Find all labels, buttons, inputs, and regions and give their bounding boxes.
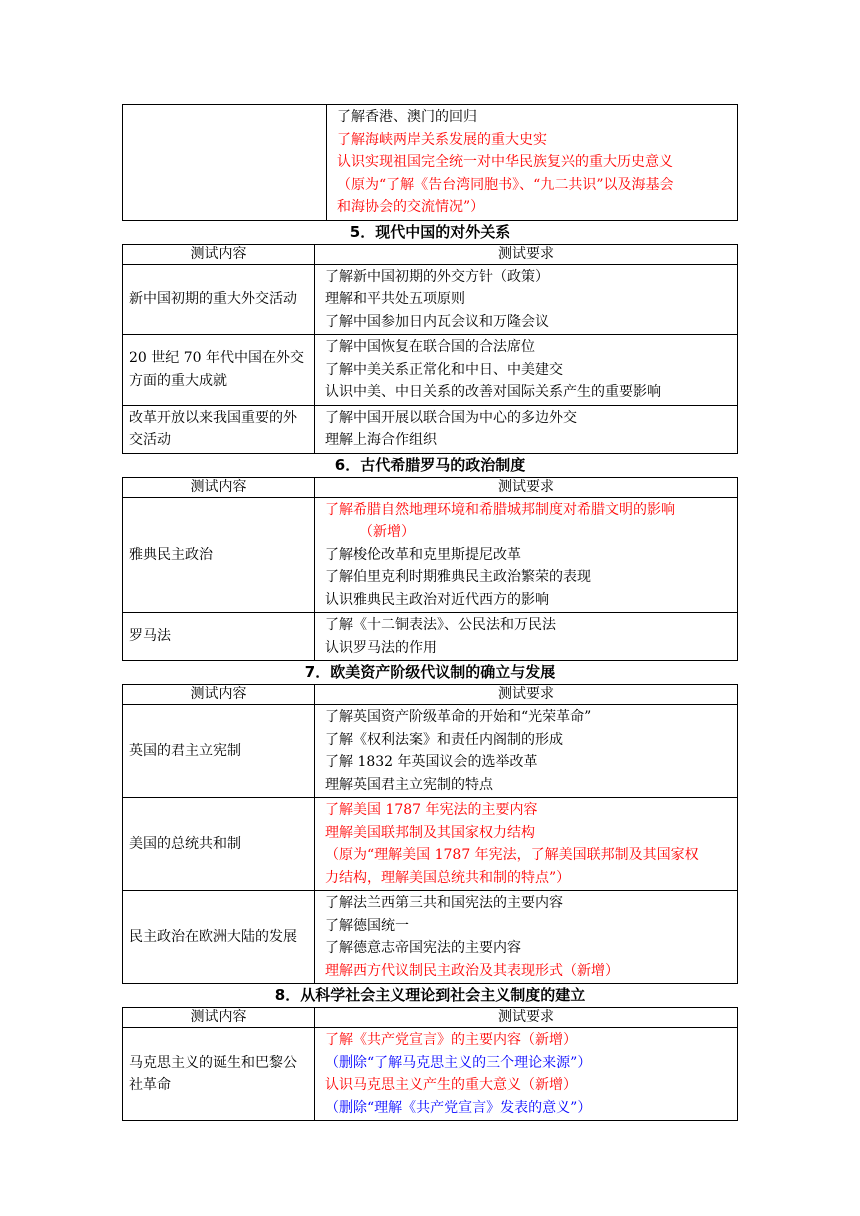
table-row bbox=[123, 335, 738, 406]
requirement-cell bbox=[315, 335, 738, 406]
content-cell: 美国的总统共和制 bbox=[123, 798, 315, 891]
content-cell: 马克思主义的诞生和巴黎公社革命 bbox=[123, 1028, 315, 1121]
requirement-line: 理解英国君主立宪制的特点 bbox=[325, 776, 493, 793]
content-cell: 20 世纪 70 年代中国在外交方面的重大成就 bbox=[123, 335, 315, 406]
requirement-cell bbox=[315, 891, 738, 984]
table-header-row bbox=[123, 685, 738, 705]
requirement-line: 了解新中国初期的外交方针（政策） bbox=[325, 268, 549, 285]
requirement-line: 认识罗马法的作用 bbox=[325, 639, 437, 656]
requirement-line-added: （新增） bbox=[359, 524, 415, 540]
requirement-cell bbox=[315, 705, 738, 798]
table-row bbox=[123, 798, 738, 891]
section-8-title: 8．从科学社会主义理论到社会主义制度的建立 bbox=[274, 986, 586, 1004]
section-7-title: 7．欧美资产阶级代议制的确立与发展 bbox=[304, 663, 556, 681]
requirement-line: 认识雅典民主政治对近代西方的影响 bbox=[325, 591, 549, 608]
requirement-cell bbox=[315, 613, 738, 661]
table-header-row bbox=[123, 244, 738, 264]
table-row bbox=[123, 613, 738, 661]
header-content: 测试内容 bbox=[123, 685, 315, 705]
table-row bbox=[123, 891, 738, 984]
document-page bbox=[122, 104, 738, 1121]
table-row bbox=[123, 264, 738, 335]
requirement-line-added: 了解美国 1787 年宪法的主要内容 bbox=[325, 802, 538, 818]
table-row bbox=[123, 705, 738, 798]
table-header-row bbox=[123, 1008, 738, 1028]
requirement-line-added: 认识马克思主义产生的重大意义（新增） bbox=[325, 1077, 577, 1093]
requirement-line: 理解上海合作组织 bbox=[325, 432, 437, 448]
requirement-line: 了解《十二铜表法》、公民法和万民法 bbox=[325, 617, 556, 633]
requirement-cell bbox=[315, 405, 738, 453]
content-cell: 新中国初期的重大外交活动 bbox=[123, 264, 315, 335]
section-7-table bbox=[122, 684, 738, 984]
requirement-line: 了解法兰西第三共和国宪法的主要内容 bbox=[325, 895, 563, 911]
requirement-cell bbox=[327, 105, 738, 221]
header-requirement: 测试要求 bbox=[315, 244, 738, 264]
requirement-line: 了解英国资产阶级革命的开始和“光荣革命” bbox=[325, 709, 592, 725]
content-cell: 英国的君主立宪制 bbox=[123, 705, 315, 798]
requirement-line-added: 力结构，理解美国总统共和制的特点”） bbox=[325, 869, 571, 886]
requirement-line: 了解中国恢复在联合国的合法席位 bbox=[325, 339, 535, 355]
requirement-line: 了解 1832 年英国议会的选举改革 bbox=[325, 754, 538, 770]
table-header-row bbox=[123, 477, 738, 497]
requirement-line: 了解梭伦改革和克里斯提尼改革 bbox=[325, 546, 521, 563]
requirement-line-added: （原为“理解美国 1787 年宪法，了解美国联邦制及其国家权 bbox=[325, 847, 699, 863]
requirement-line: 理解和平共处五项原则 bbox=[325, 291, 465, 307]
requirement-line: 了解中国开展以联合国为中心的多边外交 bbox=[325, 409, 577, 426]
requirement-line: 了解德意志帝国宪法的主要内容 bbox=[325, 940, 521, 956]
requirement-cell bbox=[315, 1028, 738, 1121]
requirement-line: 了解中国参加日内瓦会议和万隆会议 bbox=[325, 313, 549, 330]
header-content: 测试内容 bbox=[123, 1008, 315, 1028]
header-content: 测试内容 bbox=[123, 244, 315, 264]
section-6-title: 6．古代希腊罗马的政治制度 bbox=[334, 455, 526, 474]
section-5-title: 5．现代中国的对外关系 bbox=[349, 222, 511, 241]
requirement-line: 了解香港、澳门的回归 bbox=[337, 109, 477, 125]
table-row bbox=[123, 497, 738, 613]
requirement-line-deleted: （删除“理解《共产党宣言》发表的意义”） bbox=[325, 1099, 592, 1116]
header-requirement: 测试要求 bbox=[315, 1008, 738, 1028]
section-5-table bbox=[122, 244, 738, 454]
requirement-line-added: 和海协会的交流情况”） bbox=[337, 199, 485, 215]
header-requirement: 测试要求 bbox=[315, 477, 738, 497]
requirement-line: 了解德国统一 bbox=[325, 917, 409, 934]
section-6-table bbox=[122, 477, 738, 662]
content-cell-empty bbox=[123, 105, 327, 221]
content-cell: 罗马法 bbox=[123, 613, 315, 661]
section-8-table bbox=[122, 1007, 738, 1121]
content-cell: 改革开放以来我国重要的外交活动 bbox=[123, 405, 315, 453]
requirement-line-added: 理解西方代议制民主政治及其表现形式（新增） bbox=[325, 962, 619, 979]
table-row bbox=[123, 105, 738, 221]
header-requirement: 测试要求 bbox=[315, 685, 738, 705]
requirement-line-added: 理解美国联邦制及其国家权力结构 bbox=[325, 824, 535, 841]
requirement-line-added: 认识实现祖国完全统一对中华民族复兴的重大历史意义 bbox=[337, 154, 673, 170]
requirement-line: 认识中美、中日关系的改善对国际关系产生的重要影响 bbox=[325, 384, 661, 400]
top-continuation-table bbox=[122, 104, 738, 221]
requirement-line: 了解伯里克利时期雅典民主政治繁荣的表现 bbox=[325, 569, 591, 585]
requirement-line-added: 了解海峡两岸关系发展的重大史实 bbox=[337, 131, 547, 148]
requirement-line-added: 了解《共产党宣言》的主要内容（新增） bbox=[325, 1032, 577, 1048]
table-row bbox=[123, 405, 738, 453]
requirement-cell bbox=[315, 798, 738, 891]
requirement-cell bbox=[315, 497, 738, 613]
content-cell: 雅典民主政治 bbox=[123, 497, 315, 613]
requirement-line-added: 了解希腊自然地理环境和希腊城邦制度对希腊文明的影响 bbox=[325, 501, 675, 518]
requirement-line: 了解中美关系正常化和中日、中美建交 bbox=[325, 361, 563, 378]
requirement-cell bbox=[315, 264, 738, 335]
table-row bbox=[123, 1028, 738, 1121]
requirement-line-added: （原为“了解《告台湾同胞书》、“九二共识”以及海基会 bbox=[337, 176, 674, 193]
requirement-line: 了解《权利法案》和责任内阁制的形成 bbox=[325, 731, 563, 748]
requirement-line-deleted: （删除“了解马克思主义的三个理论来源”） bbox=[325, 1054, 592, 1071]
header-content: 测试内容 bbox=[123, 477, 315, 497]
content-cell: 民主政治在欧洲大陆的发展 bbox=[123, 891, 315, 984]
